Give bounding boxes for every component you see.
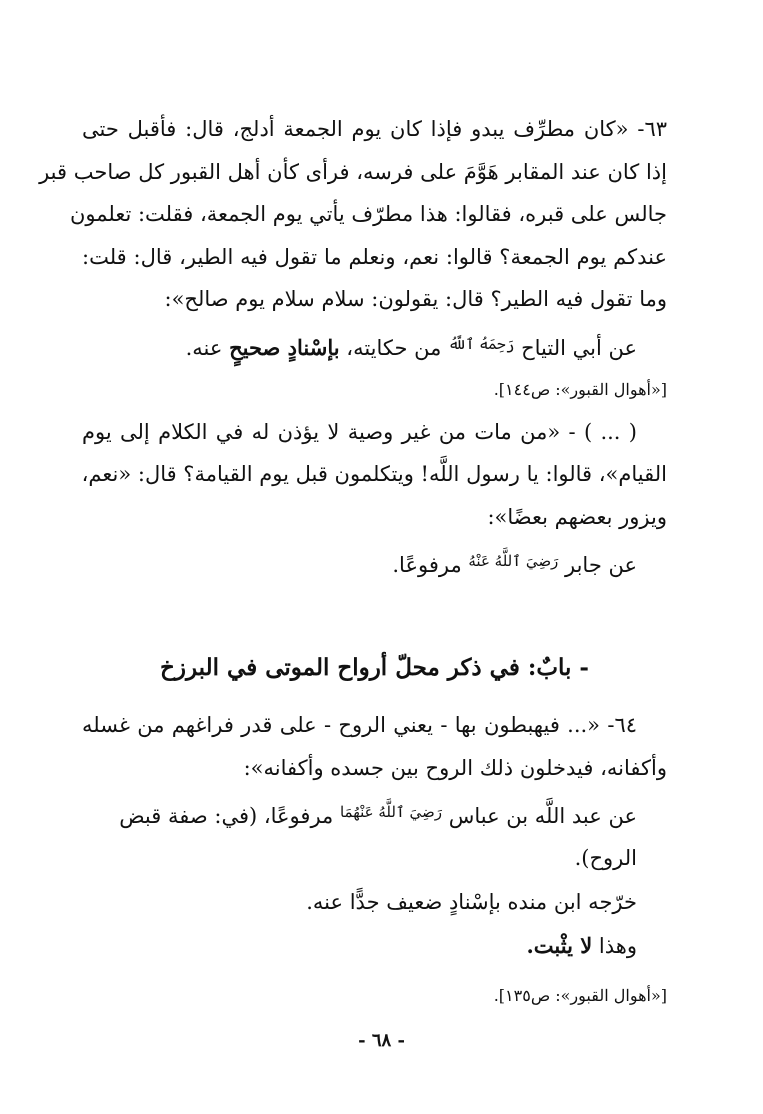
honorific-glyph: رَضِيَ ٱللَّهُ عَنْهُ: [468, 552, 559, 570]
entry-63-reference: [«أهوال القبور»: ص١٤٤].: [493, 379, 667, 399]
section-heading: - بابٌ: في ذكر محلّ أرواح الموتى في البرزخ: [160, 654, 589, 681]
entry-unnumbered-text: [82, 411, 667, 539]
entry-63-line: ٦٣- «كان مطرِّف يبدو فإذا كان يوم الجمعة أدلج، قال: فأقبل حتى: [82, 117, 667, 141]
entry-63-source-start: عن أبي التياح: [521, 335, 637, 360]
entry-63-line: جالس على قبره، فقالوا: هذا مطرّف يأتي يوم الجمعة، فقلت: تعلمون: [69, 202, 667, 226]
entry-unnumbered-source-start: عن جابر: [564, 553, 637, 577]
entry-unnumbered-source: [82, 540, 667, 586]
entry-63-text: [39, 108, 667, 321]
entry-63-line: عندكم يوم الجمعة؟ قالوا: نعم، ونعلم ما تقول فيه الطير، قال: قلت:: [82, 244, 667, 269]
entry-64-takhrij: خرّجه ابن منده بإسْنادٍ ضعيف جدًّا عنه.: [306, 890, 637, 914]
honorific-glyph: رَضِيَ ٱللَّهُ عَنْهُمَا: [339, 803, 443, 821]
entry-63-grading: بإسْنادٍ صحيحٍ: [229, 334, 340, 360]
entry-64-source: [82, 791, 667, 879]
entry-63-line: إذا كان عند المقابر هَوَّمَ على فرسه، فرأى كأن أهل القبور كل صاحب قبر: [39, 159, 667, 184]
entry-63-source: [82, 323, 667, 369]
entry-64-source-start: عن عبد اللَّه بن عباس: [448, 804, 637, 828]
entry-unnumbered-line: ويزور بعضهم بعضًا»:: [487, 504, 667, 529]
page-number: - ٦٨ -: [358, 1030, 405, 1051]
entry-63-source-end: عنه.: [185, 335, 223, 360]
entry-63-source-middle: من حكايته،: [346, 335, 442, 360]
entry-64-reference: [«أهوال القبور»: ص١٣٥].: [493, 986, 667, 1005]
honorific-glyph: رَحِمَهُ ٱللَّهُ: [448, 334, 515, 353]
entry-63-line: وما تقول فيه الطير؟ قال: يقولون: سلام سلام يوم صالح»:: [164, 287, 667, 311]
entry-64-source-end: مرفوعًا، (في: صفة قبض الروح).: [119, 804, 637, 870]
entry-64-line: ٦٤- «... فيهبطون بها - يعني الروح - على قدر فراغهم من غسله: [82, 713, 637, 737]
entry-unnumbered-line: القيام»، قالوا: يا رسول اللَّه! ويتكلمون قبل يوم القيامة؟ قال: «نعم،: [81, 462, 667, 486]
entry-unnumbered-line: ( ... ) - «من مات من غير وصية لا يؤذن له في الكلام إلى يوم: [82, 419, 637, 444]
entry-64-verdict-bold: لا يثْبت.: [526, 933, 593, 958]
entry-64-text: [82, 704, 667, 789]
entry-64-line: وأكفانه، فيدخلون ذلك الروح بين جسده وأكفانه»:: [243, 755, 667, 780]
entry-64-verdict: [82, 925, 667, 967]
entry-unnumbered-source-end: مرفوعًا.: [392, 553, 462, 577]
entry-64-verdict-start: وهذا: [598, 934, 637, 958]
